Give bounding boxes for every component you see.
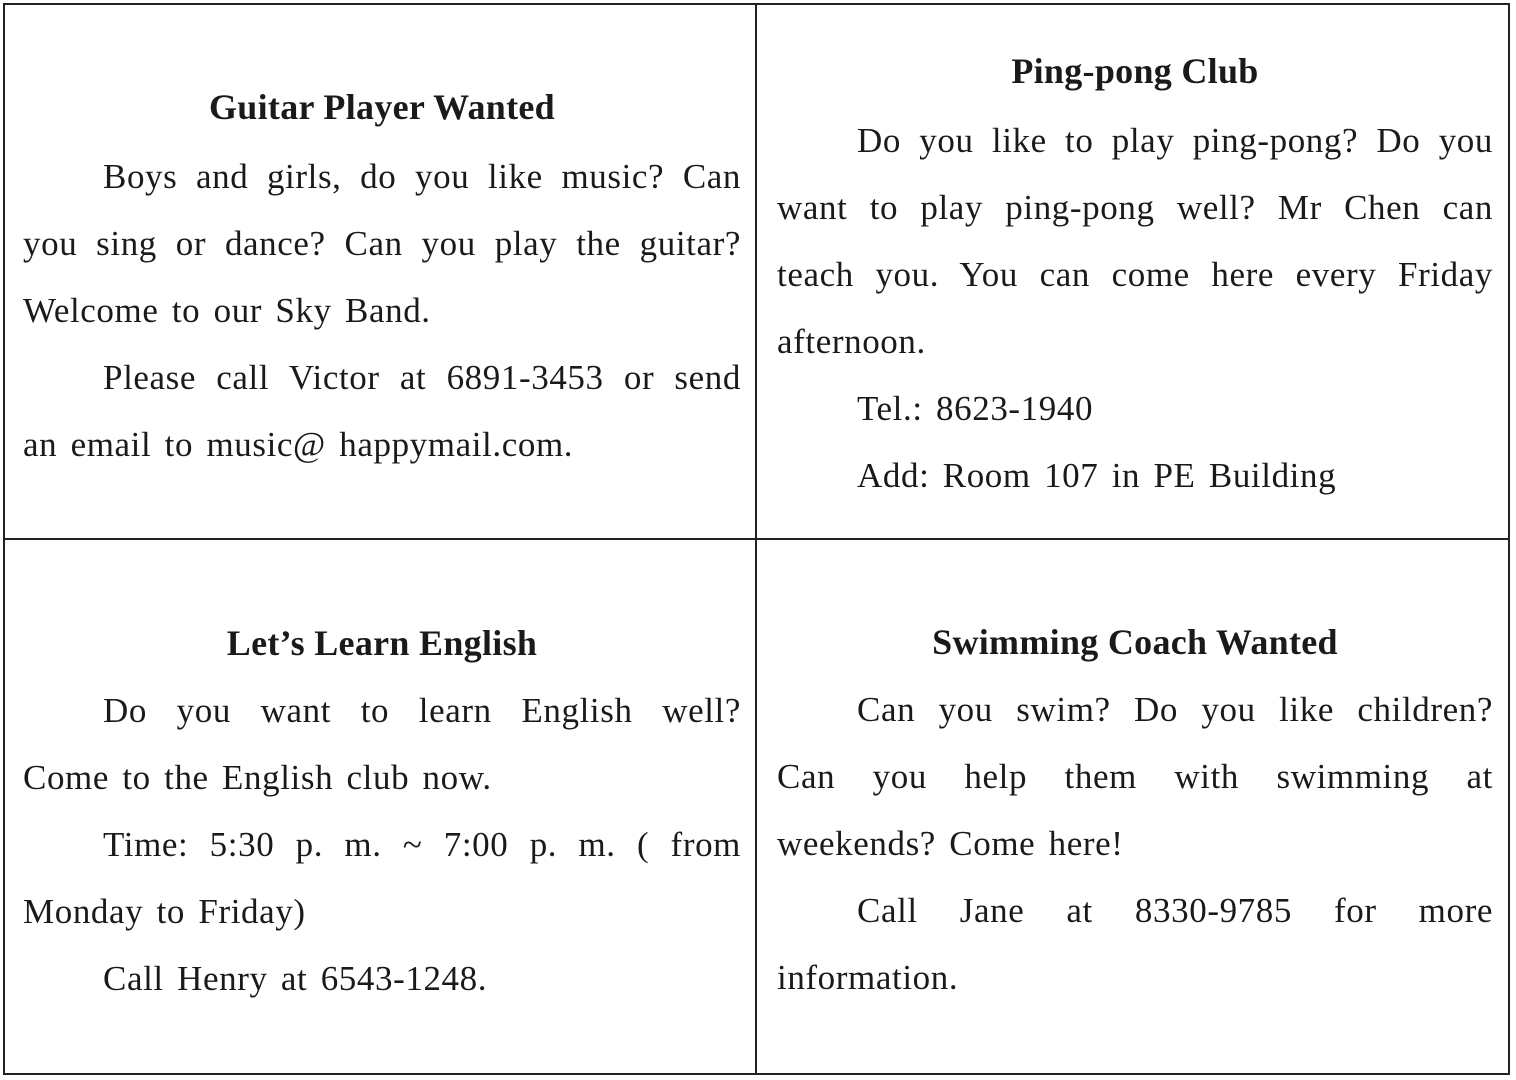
notice-board (3, 3, 1510, 1075)
notice-pingpong (777, 53, 1493, 509)
notice-contact: Call Jane at 8330-9785 for more information. (777, 891, 1493, 997)
notice-contact: Please call Victor at 6891-3453 or send an email to music@ happymail.com. (23, 358, 741, 464)
notice-title: Guitar Player Wanted (208, 87, 555, 127)
notice-cell-english (5, 540, 757, 1073)
notice-title: Swimming Coach Wanted (932, 622, 1338, 662)
notice-paragraph: Boys and girls, do you like music? Can you sing or dance? Can you play the guitar? Welcome to our Sky Band. (23, 157, 741, 330)
notice-cell-pingpong (757, 5, 1508, 540)
notice-contact: Call Henry at 6543-1248. (103, 959, 488, 998)
notice-english (23, 625, 741, 1012)
notice-guitar (23, 89, 741, 478)
notice-telephone: Tel.: 8623-1940 (857, 389, 1094, 428)
notice-cell-guitar (5, 5, 757, 540)
notice-paragraph: Do you want to learn English well? Come to the English club now. (23, 691, 741, 797)
notice-cell-swimming (757, 540, 1508, 1073)
notice-paragraph: Do you like to play ping-pong? Do you want to play ping-pong well? Mr Chen can teach you. You can come here every Friday afternoon. (777, 121, 1493, 361)
notice-address: Add: Room 107 in PE Building (857, 456, 1337, 495)
notice-swimming (777, 624, 1493, 1011)
notice-title: Ping-pong Club (1011, 51, 1259, 91)
notice-title: Let’s Learn English (226, 623, 538, 663)
notice-paragraph: Can you swim? Do you like children? Can you help them with swimming at weekends? Come here! (777, 690, 1493, 863)
notice-time: Time: 5:30 p. m. ~ 7:00 p. m. ( from Monday to Friday) (23, 825, 741, 931)
